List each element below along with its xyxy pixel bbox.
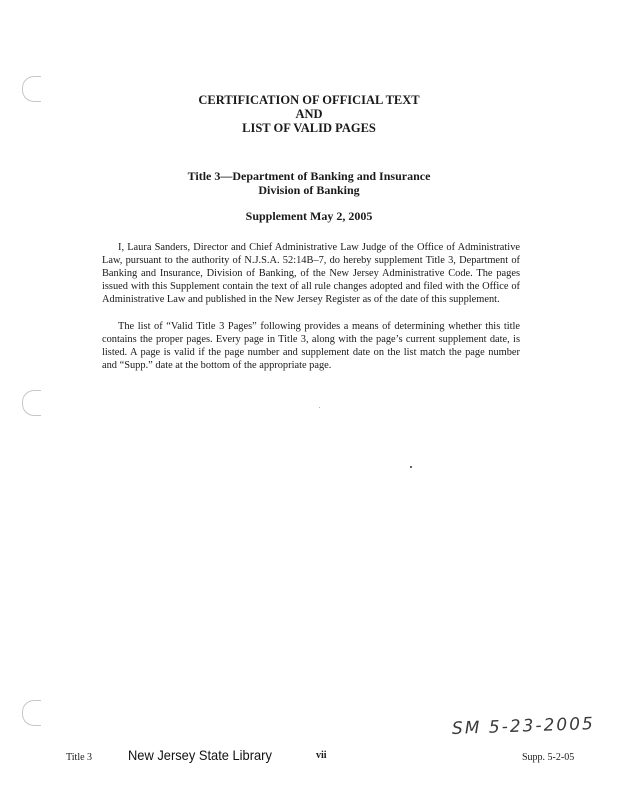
footer-supp-date: Supp. 5-2-05	[522, 752, 575, 763]
library-stamp: New Jersey State Library	[128, 747, 272, 763]
body-paragraph-1	[102, 241, 520, 306]
certification-heading	[0, 93, 618, 135]
punch-hole-mark	[22, 390, 41, 416]
supplement-date: Supplement May 2, 2005	[245, 209, 373, 223]
footer-title: Title 3	[66, 752, 93, 763]
footer-page-number: vii	[316, 750, 327, 761]
scan-speck	[319, 407, 320, 408]
handwritten-note: SM 5-23-2005	[451, 714, 596, 739]
title-subheading	[0, 169, 618, 197]
heading-line-1: CERTIFICATION OF OFFICIAL TEXT	[198, 93, 420, 107]
paragraph-text: I, Laura Sanders, Director and Chief Administrative Law Judge of the Office of Administrative Law, pursuant to the authority of N.J.S.A. 52:14B–7, do hereby supplement Title 3, Department of Banking and Insurance, Division of Banking, of the New Jersey Administrative Code. The pages issued with this Supplement contain the text of all rule changes adopted and filed with the Office of Administrative Law and published in the New Jersey Register as of the date of this supplement.	[102, 242, 520, 305]
subheading-line-2: Division of Banking	[258, 183, 360, 197]
body-paragraph-2	[102, 320, 520, 372]
heading-line-2: AND	[295, 107, 323, 121]
heading-line-3: LIST OF VALID PAGES	[242, 121, 376, 135]
punch-hole-mark	[22, 700, 41, 726]
paragraph-text: The list of “Valid Title 3 Pages” following provides a means of determining whether this title contains the proper pages. Every page in Title 3, along with the page’s current supplement date, is listed. A page is valid if the page number and supplement date on the list match the page number and “Supp.” date at the bottom of the appropriate page.	[102, 321, 520, 371]
scan-speck	[410, 466, 412, 468]
subheading-line-1: Title 3—Department of Banking and Insurance	[187, 169, 431, 183]
